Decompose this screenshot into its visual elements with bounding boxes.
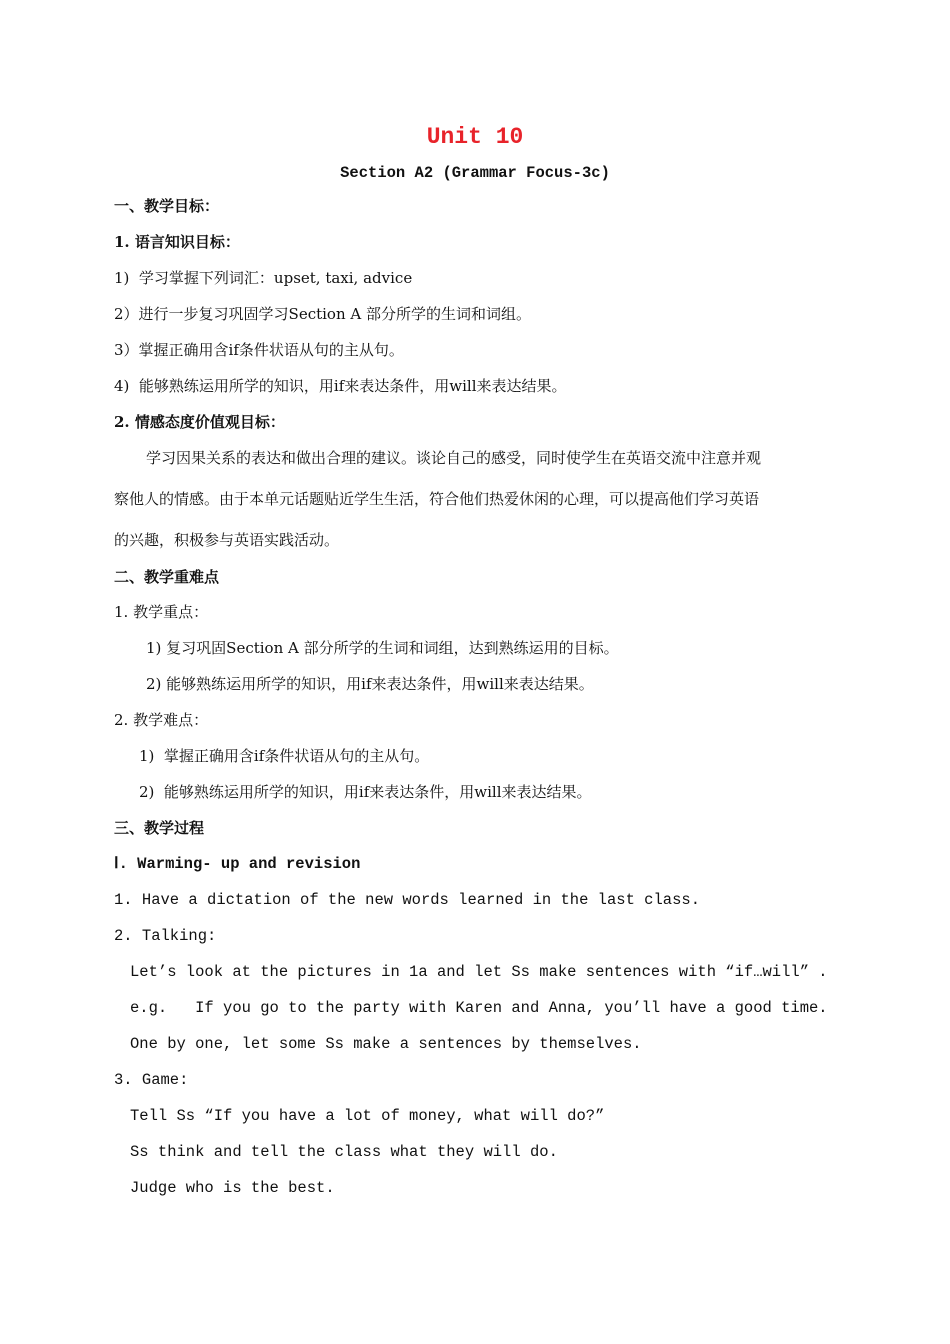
section-1-paragraph-line-3: 的兴趣，积极参与英语实践活动。 xyxy=(114,531,340,549)
section-3-step-3: 3. Game: xyxy=(114,1071,189,1089)
section-3-step-2: 2. Talking: xyxy=(114,927,217,945)
section-2-focus-item-1: 1) 复习巩固Section A 部分所学的生词和词组，达到熟练运用的目标。 xyxy=(146,639,619,657)
section-1-subheading-1: 1. 语言知识目标： xyxy=(114,233,240,251)
section-3-step-3-line-3: Judge who is the best. xyxy=(130,1179,335,1197)
section-1-paragraph-line-1: 学习因果关系的表达和做出合理的建议。谈论自己的感受，同时使学生在英语交流中注意并观 xyxy=(146,449,762,467)
section-3-part-1-heading: Ⅰ. Warming- up and revision xyxy=(114,855,361,873)
section-3-step-3-line-1: Tell Ss “If you have a lot of money, what will do?” xyxy=(130,1107,605,1125)
section-1-item-2: 2）进行一步复习巩固学习Section A 部分所学的生词和词组。 xyxy=(114,305,531,323)
section-3-step-2-line-3: One by one, let some Ss make a sentences by themselves. xyxy=(130,1035,642,1053)
section-2-heading: 二、教学重难点 xyxy=(114,568,220,586)
section-3-heading: 三、教学过程 xyxy=(114,819,205,837)
section-1-heading: 一、教学目标： xyxy=(114,197,220,215)
document-title: Unit 10 xyxy=(426,124,524,150)
section-3-step-1: 1. Have a dictation of the new words learned in the last class. xyxy=(114,891,700,909)
section-2-difficulty-item-2: 2) 能够熟练运用所学的知识，用if来表达条件，用will来表达结果。 xyxy=(139,783,592,801)
section-2-subheading-2: 2. 教学难点： xyxy=(114,711,209,729)
section-1-paragraph-line-2: 察他人的情感。由于本单元话题贴近学生生活，符合他们热爱休闲的心理，可以提高他们学习英语 xyxy=(114,490,760,508)
section-2-subheading-1: 1. 教学重点： xyxy=(114,603,209,621)
section-2-difficulty-item-1: 1) 掌握正确用含if条件状语从句的主从句。 xyxy=(139,747,430,765)
document-subtitle: Section A2 (Grammar Focus-3c) xyxy=(340,164,610,182)
section-1-subheading-2: 2. 情感态度价值观目标： xyxy=(114,413,285,431)
section-1-item-3: 3）掌握正确用含if条件状语从句的主从句。 xyxy=(114,341,404,359)
section-3-step-3-line-2: Ss think and tell the class what they will do. xyxy=(130,1143,558,1161)
section-1-item-1: 1) 学习掌握下列词汇：upset, taxi, advice xyxy=(114,269,413,287)
section-3-step-2-line-2: e.g. If you go to the party with Karen and Anna, you’ll have a good time. xyxy=(130,999,828,1017)
section-1-item-4: 4) 能够熟练运用所学的知识，用if来表达条件，用will来表达结果。 xyxy=(114,377,567,395)
section-3-step-2-line-1: Let’s look at the pictures in 1a and let Ss make sentences with “if…will” . xyxy=(130,963,828,981)
section-2-focus-item-2: 2) 能够熟练运用所学的知识，用if来表达条件，用will来表达结果。 xyxy=(146,675,594,693)
